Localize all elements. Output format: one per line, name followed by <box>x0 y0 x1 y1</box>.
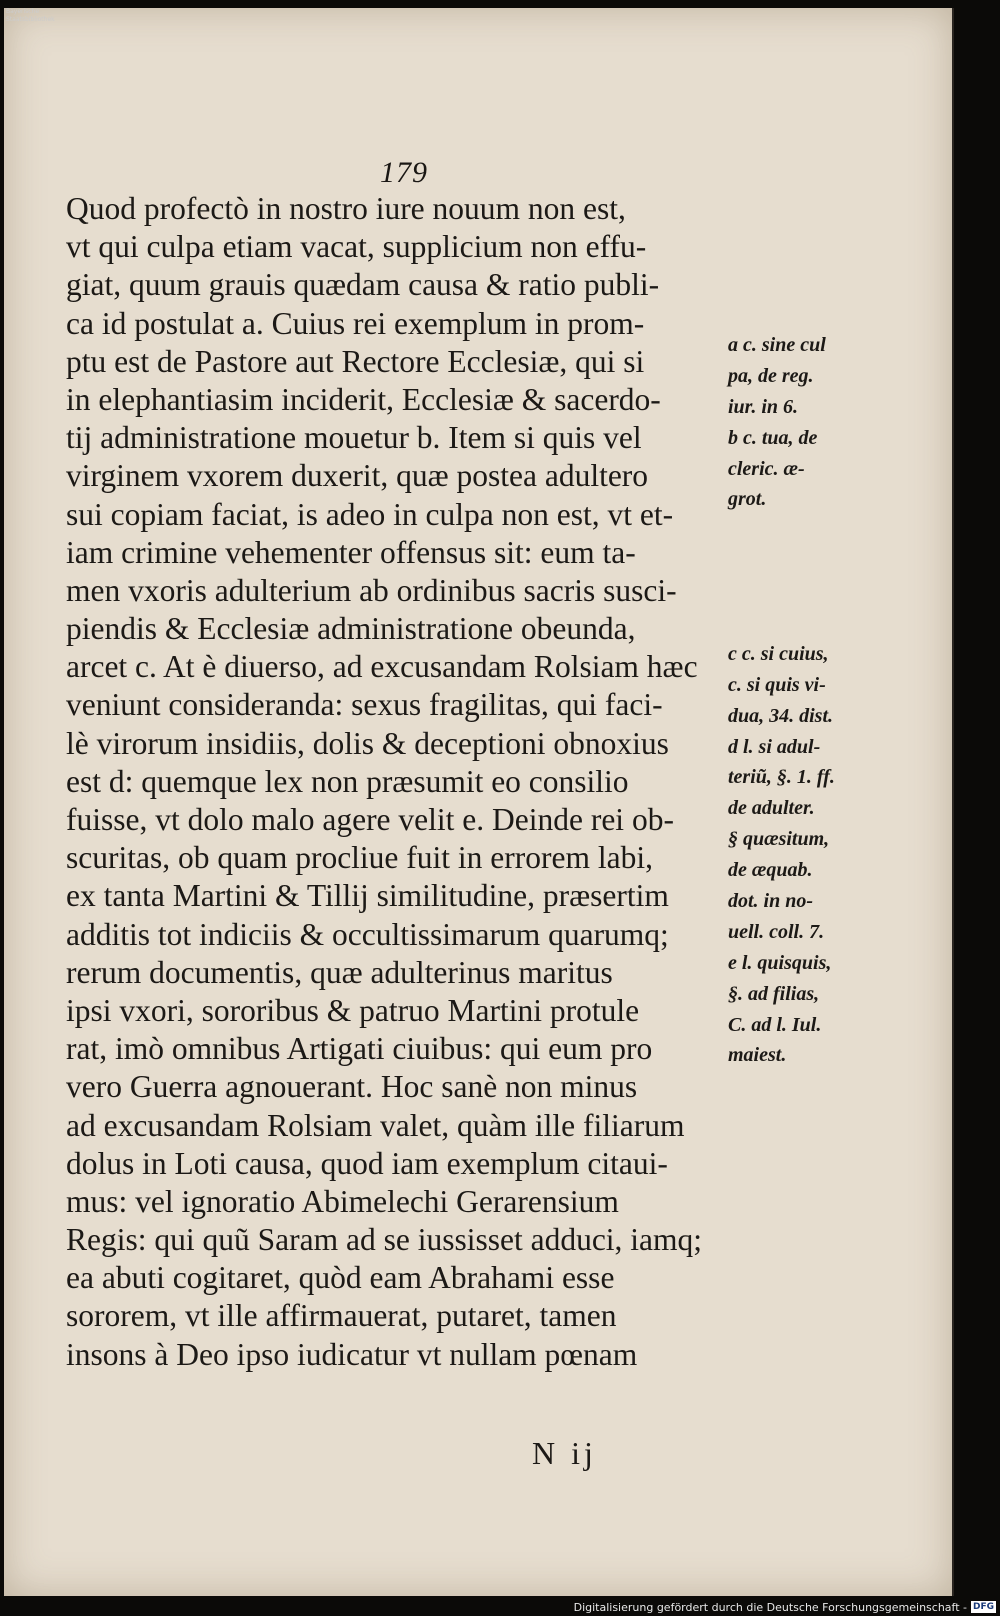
text-line: vero Guerra agnouerant. Hoc sanè non minus <box>66 1069 638 1105</box>
margin-note: uell. coll. 7. <box>728 920 825 943</box>
book-page <box>4 8 954 1596</box>
text-line: dolus in Loti causa, quod iam exemplum citaui- <box>66 1145 668 1181</box>
text-line: vt qui culpa etiam vacat, supplicium non effu- <box>66 229 647 265</box>
margin-note: pa, de reg. <box>728 364 814 387</box>
text-line: ipsi vxori, sororibus & patruo Martini protule <box>66 992 640 1028</box>
text-line: additis tot indiciis & occultissimarum quarumq; <box>66 916 669 952</box>
text-line: est d: quemque lex non præsumit eo consilio <box>66 763 629 799</box>
margin-note: c c. si cuius, <box>728 642 829 665</box>
dfg-logo: DFG <box>972 1602 994 1612</box>
margin-note <box>728 577 888 608</box>
margin-notes <box>728 330 888 1071</box>
text-line: tij administratione mouetur b. Item si quis vel <box>66 420 642 456</box>
margin-note <box>728 608 888 639</box>
margin-note: a c. sine cul <box>728 334 826 356</box>
margin-note: d l. si adul- <box>728 735 821 758</box>
text-line: giat, quum grauis quædam causa & ratio publi- <box>66 267 660 303</box>
text-line: ea abuti cogitaret, quòd eam Abrahami esse <box>66 1260 615 1296</box>
margin-note: §. ad filias, <box>728 982 820 1005</box>
text-line: Quod profectò in nostro iure nouum non est, <box>66 191 626 226</box>
text-line: rat, imò omnibus Artigati ciuibus: qui eum pro <box>66 1031 653 1067</box>
text-line: Regis: qui quũ Saram ad se iussisset adduci, iamq; <box>66 1222 703 1258</box>
text-line: iam crimine vehementer offensus sit: eum ta- <box>66 534 636 570</box>
text-line: ad excusandam Rolsiam valet, quàm ille filiarum <box>66 1107 685 1143</box>
signature-mark: N ij <box>532 1435 597 1471</box>
margin-note: dua, 34. dist. <box>728 704 834 727</box>
margin-note: de adulter. <box>728 797 815 820</box>
margin-note: C. ad l. Iul. <box>728 1013 822 1036</box>
body-text <box>66 190 721 1374</box>
text-line: men vxoris adulterium ab ordinibus sacris susci- <box>66 572 677 608</box>
text-line: lè virorum insidiis, dolis & deceptioni obnoxius <box>66 725 669 761</box>
text-line: ptu est de Pastore aut Rectore Ecclesiæ, qui si <box>66 343 645 379</box>
text-line: sui copiam faciat, is adeo in culpa non est, vt et- <box>66 496 674 532</box>
text-line: veniunt consideranda: sexus fragilitas, qui faci- <box>66 687 663 723</box>
margin-note: iur. in 6. <box>728 395 799 418</box>
digitization-credit <box>574 1600 996 1614</box>
text-line: scuritas, ob quam procliue fuit in errorem labi, <box>66 840 653 876</box>
text-line: sororem, vt ille affirmauerat, putaret, tamen <box>66 1298 617 1334</box>
text-line: piendis & Ecclesiæ administratione obeunda, <box>66 611 636 647</box>
margin-note: dot. in no- <box>728 890 814 913</box>
text-line: rerum documentis, quæ adulterinus maritus <box>66 954 613 990</box>
margin-note: maiest. <box>728 1044 787 1067</box>
text-line: insons à Deo ipso iudicatur vt nullam pœnam <box>66 1336 638 1372</box>
text-line: arcet c. At è diuerso, ad excusandam Rolsiam hæc <box>66 649 698 685</box>
margin-note: e l. quisquis, <box>728 951 832 974</box>
text-line: fuisse, vt dolo malo agere velit e. Deinde rei ob- <box>66 802 674 837</box>
margin-note: cleric. æ- <box>728 457 805 480</box>
text-line: ex tanta Martini & Tillij similitudine, præsertim <box>66 878 669 914</box>
margin-note: de æquab. <box>728 859 813 882</box>
text-line: ca id postulat a. Cuius rei exemplum in prom- <box>66 305 645 341</box>
margin-note: b c. tua, de <box>728 426 818 449</box>
margin-note: grot. <box>728 488 767 511</box>
text-line: mus: vel ignoratio Abimelechi Gerarensium <box>66 1183 619 1219</box>
margin-note <box>728 546 888 577</box>
margin-note: teriũ, §. 1. ff. <box>728 766 835 789</box>
text-line: in elephantiasim inciderit, Ecclesiæ & sacerdo- <box>66 381 661 417</box>
margin-note: § quæsitum, <box>728 828 830 851</box>
text-line: virginem vxorem duxerit, quæ postea adultero <box>66 458 649 494</box>
page-number: 179 <box>380 156 428 189</box>
margin-note: c. si quis vi- <box>728 673 826 696</box>
margin-note <box>728 515 888 546</box>
credit-text: Digitalisierung gefördert durch die Deutsche Forschungsgemeinschaft - <box>573 1600 967 1614</box>
library-stamp: Bayerische Staatsbibliothek <box>6 8 55 23</box>
